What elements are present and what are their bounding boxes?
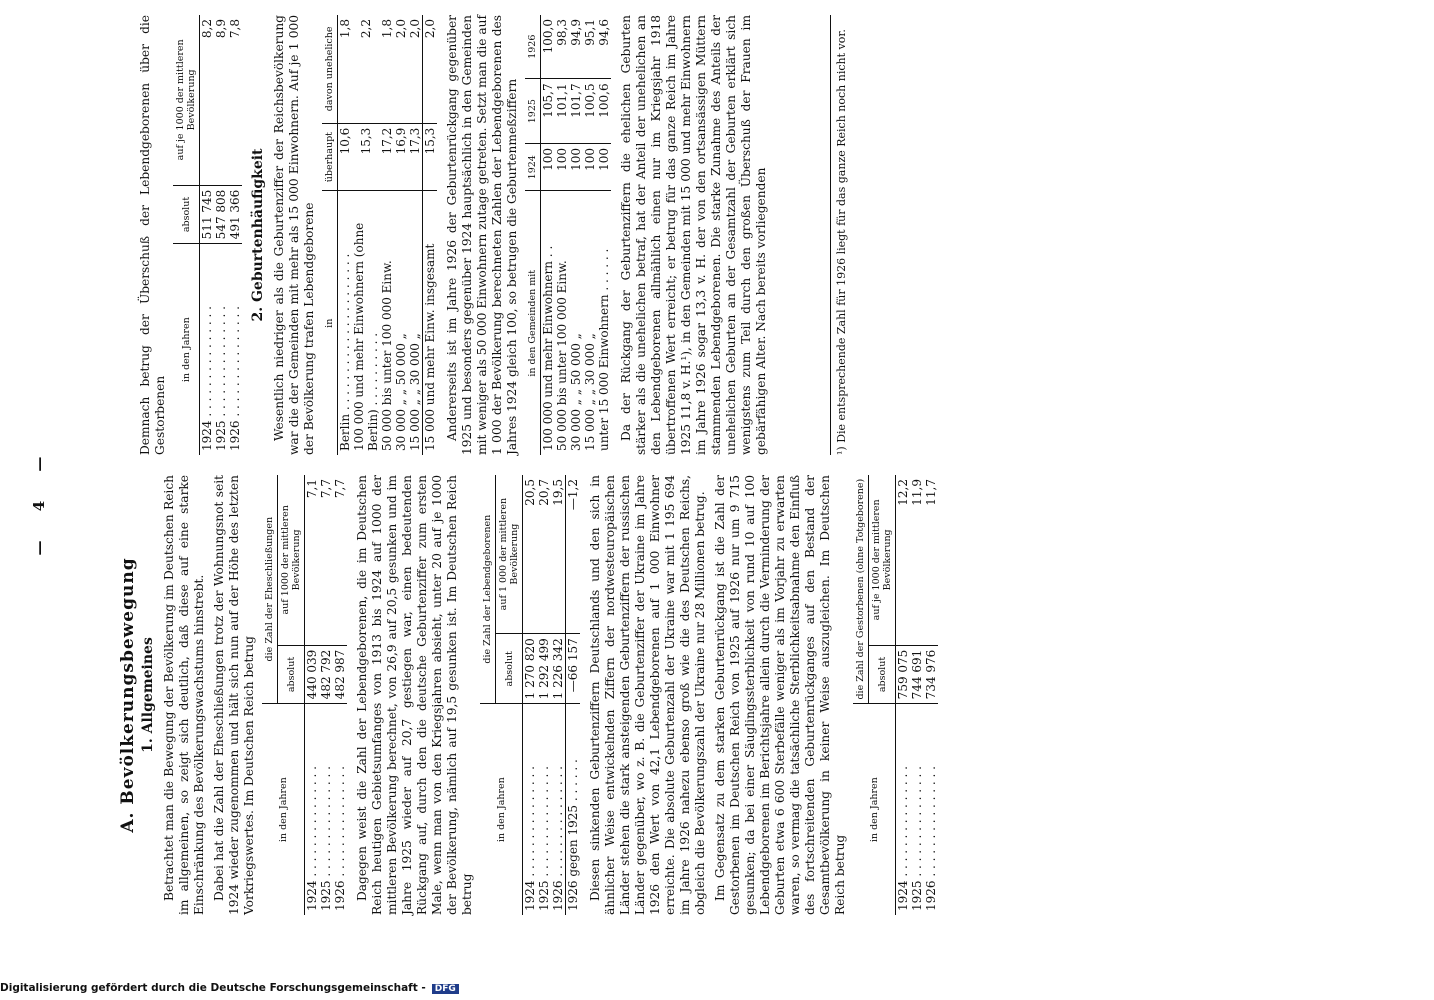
table-row: 1926 . . . . . . . . . . . . . . . 734 976 11,7 [924,475,938,915]
col-header-years: in den Jahren [480,704,523,915]
col-header-absolute: absolut [496,634,523,704]
col-header-main: die Zahl der Gestorbenen (ohne Totgeborene) [853,475,869,704]
table-marriages [262,475,347,915]
table-row: 30 000 „ „ 50 000 „ 100 101,7 94,9 [569,15,583,455]
paragraph: Wesentlich niedriger als die Geburtenziffer der Reichsbevölkerung war die der Gemeinden mit mehr als 15 000 Einwohnern. Auf je 1 000 der Bevölkerung trafen Lebendgeborene [272,15,316,455]
subsection-title-2: 2. Geburtenhäufigkeit [250,148,266,322]
table-row: 1926 gegen 1925 . . . . . . —66 157 —1,2 [566,475,581,915]
col-header-year: 1924 [525,143,541,191]
col-header-total: überhaupt [322,123,338,191]
right-column [70,15,774,455]
table-row: 100 000 und mehr Einwohnern (ohne Berlin) . . . . . . . . . . 15,3 2,2 [352,15,380,455]
table-deaths [853,475,938,915]
paragraph: Demnach betrug der Überschuß der Lebendgeborenen über die Gestorbenen [138,15,167,455]
paragraph: Andererseits ist im Jahre 1926 der Geburtenrückgang gegenüber 1925 und besonders gegenüber 1924 hauptsächlich in den Gemeinden mit weniger als 50 000 Einwohnern zutage getreten. Setzt man die auf 1 000 der Bevölkerung berechneten Zahlen der Lebendgeborenen des Jahres 1924 gleich 100, so betrugen die Geburtenmeßziffern [445,15,519,455]
col-header-absolute: absolut [869,645,896,704]
col-header-main: die Zahl der Lebendgeborenen [480,475,496,704]
table-row: 15 000 und mehr Einw. insgesamt 15,3 2,0 [423,15,438,455]
subsection-title-1: 1. Allgemeines [140,637,156,753]
table-row: 50 000 bis unter 100 000 Einw. 100 101,1 98,3 [555,15,569,455]
table-row: 1924 . . . . . . . . . . . . . . . 440 039 7,1 [305,475,320,915]
col-header-in: in [322,191,338,455]
table-row: 1926 . . . . . . . . . . . . . . . 491 366 7,8 [228,15,242,455]
dfg-logo: DFG [432,984,459,994]
col-header-absolute: absolut [278,645,305,704]
table-birth-index [525,15,611,455]
col-header-years: in den Jahren [262,704,305,915]
left-column [70,475,946,915]
paragraph: Betrachtet man die Bewegung der Bevölkerung im Deutschen Reich im allgemeinen, so zeigt sich deutlich, daß diese auf eine starke Einschränkung des Bevölkerungswachstums hinstrebt. [162,475,206,915]
paragraph: Dagegen weist die Zahl der Lebendgeborenen, die im Deutschen Reich heutigen Gebietsumfanges von 1913 bis 1924 auf 1000 der mittleren Bevölkerung berechnet, von 26,9 auf 20,5 gesunken und im Jahre 1925 wieder auf 20,7 gestiegen war, einen bedeutenden Rückgang auf, durch den die deutsche Geburtenziffer zum ersten Male, wenn man von den Kriegsjahren absieht, unter 20 auf je 1000 der Bevölkerung, nämlich auf 19,5 gesunken ist. Im Deutschen Reich betrug [355,475,474,915]
table-row: 1925 . . . . . . . . . . . . . . . 547 808 8,9 [214,15,228,455]
col-header-per-1000: auf 1 000 der mittleren Bevölkerung [496,475,523,634]
col-header-in: in den Gemeinden mit [525,191,541,455]
col-header-year: 1925 [525,79,541,144]
paragraph: Dabei hat die Zahl der Eheschließungen trotz der Wohnungsnot seit 1924 wieder zugenommen und hält sich nun auf der Höhe des letzten Vorkriegswertes. Im Deutschen Reich betrug [212,475,256,915]
col-header-main: die Zahl der Eheschließungen [262,475,278,704]
section-title: A. Bevölkerungsbewegung [118,557,138,833]
table-row: unter 15 000 Einwohnern . . . . . . 100 100,6 94,6 [597,15,611,455]
table-row: 100 000 und mehr Einwohnern . . 100 105,7 100,0 [541,15,556,455]
paragraph: Da der Rückgang der Geburtenziffern die ehelichen Geburten stärker als die unehelichen betraf, hat der Anteil der unehelichen an den Lebendgeborenen allmählich einen nur im Kriegsjahr 1918 übertroffenen Wert erreicht; er betrug für das ganze Reich im Jahre 1925 11,8 v. H.¹), in den Gemeinden mit 15 000 und mehr Einwohnern im Jahre 1926 sogar 13,3 v. H. der von den ortsansässigen Müttern stammenden Lebendgeborenen. Die starke Zunahme des Anteils der unehelichen Geburten an der Gesamtzahl der Geburten erklärt sich wenigstens zum Teil durch den großen Überschuß der Frauen im gebärfähigen Alter. Nach bereits vorliegenden [619,15,768,455]
paragraph: Im Gegensatz zu dem starken Geburtenrückgang ist die Zahl der Gestorbenen im Deutschen Reich von 1925 auf 1926 nur um 9 715 gesunken; da bei einer Säuglingssterblichkeit von rund 10 auf 100 Lebendgeborenen im Berichtsjahre allein durch die Verminderung der Geburten etwa 6 600 Sterbefälle weniger als im Vorjahr zu erwarten waren, so vermag die tatsächliche Sterblichkeitsabnahme den Einfluß des fortschreitenden Geburtenrückganges auf den Bestand der Gesamtbevölkerung in keiner Weise auszugleichen. Im Deutschen Reich betrug [713,475,847,915]
paragraph: Diesen sinkenden Geburtenziffern Deutschlands und den sich in ähnlicher Weise entwickelnden Ziffern der nordwesteuropäischen Länder stehen die stark ansteigenden Geburtenziffern der russischen Länder gegenüber, wo z. B. die Geburtenziffer der Ukraine im Jahre 1926 den Wert von 42,1 Lebendgeborenen auf 1 000 Einwohner erreichte. Die absolute Geburtenzahl der Ukraine war mit 1 195 694 im Jahre 1926 nahezu ebenso groß wie die des Deutschen Reichs, obgleich die Bevölkerungszahl der Ukraine nur 28 Millionen betrug. [588,475,707,915]
table-row: 50 000 bis unter 100 000 Einw. 17,2 1,8 [380,15,394,455]
table-row: 1925 . . . . . . . . . . . . . . . 482 792 7,7 [319,475,333,915]
table-row: 1926 . . . . . . . . . . . . . . . 482 987 7,7 [333,475,347,915]
col-header-years: in den Jahren [173,244,200,455]
table-row: 1925 . . . . . . . . . . . . . . . 1 292 499 20,7 [537,475,551,915]
table-row: 1924 . . . . . . . . . . . . . . . 1 270 820 20,5 [523,475,538,915]
table-row: Berlin . . . . . . . . . . . . . . . . . . . . . 10,6 1,8 [338,15,353,455]
col-header-per-1000: auf je 1000 der mittleren Bevölkerung [869,475,896,645]
table-row: 15 000 „ „ 30 000 „ 100 100,5 95,1 [583,15,597,455]
table-row: 1924 . . . . . . . . . . . . . . . 759 075 12,2 [896,475,911,915]
table-surplus [173,15,242,455]
table-birth-rate-by-municipality [322,15,437,455]
col-header-year: 1926 [525,15,541,79]
table-row: 1924 . . . . . . . . . . . . . . . 511 745 8,2 [200,15,215,455]
credit-text: Digitalisierung gefördert durch die Deutsche Forschungsgemeinschaft - [0,982,426,994]
col-header-absolute: absolut [173,185,200,244]
col-header-illegitimate: davon uneheliche [322,15,338,123]
table-row: 1925 . . . . . . . . . . . . . . . 744 691 11,9 [910,475,924,915]
table-row: 15 000 „ „ 30 000 „ 17,3 2,0 [408,15,423,455]
page-number: — 4 — [30,444,48,556]
digitization-credit [0,982,1000,1000]
table-row: 30 000 „ „ 50 000 „ 16,9 2,0 [394,15,408,455]
col-header-per-1000: auf 1000 der mittleren Bevölkerung [278,475,305,645]
col-header-years: in den Jahren [853,704,896,915]
table-row: 1926 . . . . . . . . . . . . . . . 1 226 342 19,5 [551,475,566,915]
table-live-births [480,475,580,915]
footnote: ¹) Die entsprechende Zahl für 1926 liegt für das ganze Reich noch nicht vor. [830,15,848,455]
col-header-per-1000: auf je 1000 der mittleren Bevölkerung [173,15,200,185]
